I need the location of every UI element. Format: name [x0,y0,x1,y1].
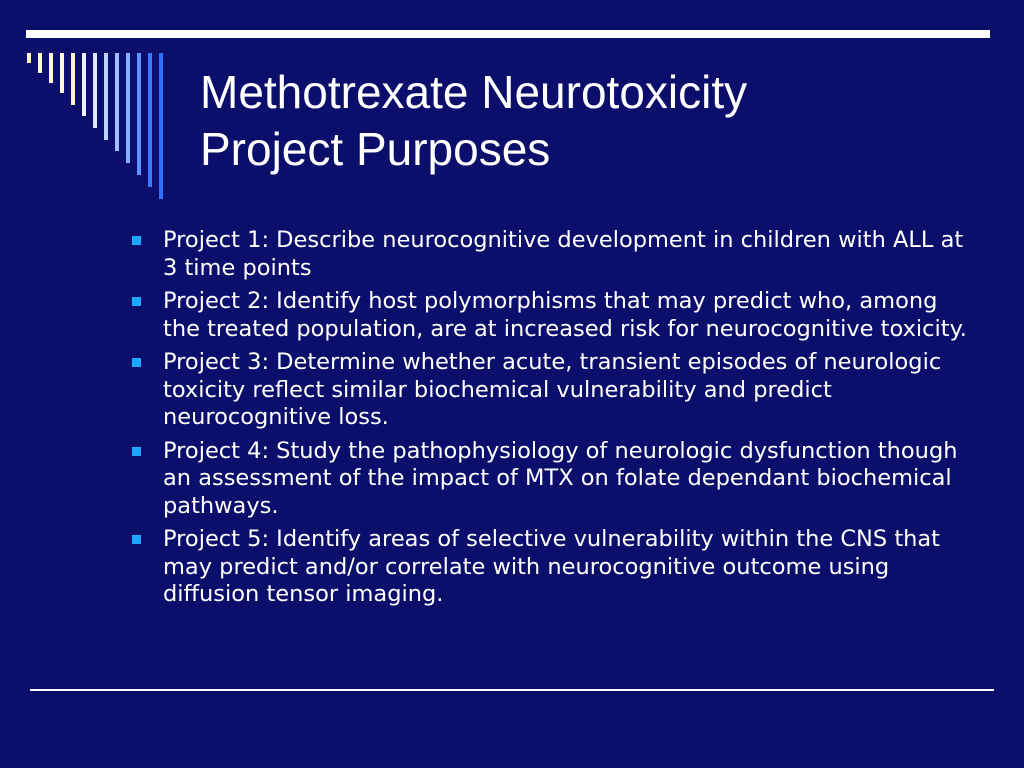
bullet-text: Project 3: Determine whether acute, transient episodes of neurologic toxicity reflect similar biochemical vulnerability and predict neurocognitive loss. [163,349,942,430]
stripe [159,53,163,199]
stripe [148,53,152,187]
stripe [60,53,64,93]
bullet-item-project-1 [130,227,970,282]
square-bullet-icon [132,447,141,456]
stripe [38,53,42,73]
bullet-item-project-3 [130,349,970,432]
stripe [93,53,97,128]
bullet-text: Project 1: Describe neurocognitive development in children with ALL at 3 time points [163,227,964,281]
bullet-list [130,227,970,615]
stripe [126,53,130,163]
stripe [71,53,75,105]
square-bullet-icon [132,297,141,306]
bullet-item-project-2 [130,288,970,343]
stripe [49,53,53,83]
slide-title [200,64,980,178]
bullet-item-project-4 [130,438,970,521]
stripe [82,53,86,116]
stripe [137,53,141,175]
stripe [27,53,31,63]
stripe [115,53,119,151]
bottom-rule [30,689,994,691]
square-bullet-icon [132,236,141,245]
title-line-2: Project Purposes [200,123,551,175]
bullet-text: Project 4: Study the pathophysiology of neurologic dysfunction though an assessment of the impact of MTX on folate dependant biochemical pathways. [163,437,958,519]
decorative-stripes [0,0,180,220]
title-line-1: Methotrexate Neurotoxicity [200,66,748,118]
bullet-item-project-5 [130,526,970,609]
bullet-text: Project 2: Identify host polymorphisms that may predict who, among the treated population, are at increased risk for neurocognitive toxicity. [163,288,967,342]
square-bullet-icon [132,535,141,544]
bullet-text: Project 5: Identify areas of selective vulnerability within the CNS that may predict and/or correlate with neurocognitive outcome using diffusion tensor imaging. [163,526,941,607]
square-bullet-icon [132,358,141,367]
stripe [104,53,108,140]
